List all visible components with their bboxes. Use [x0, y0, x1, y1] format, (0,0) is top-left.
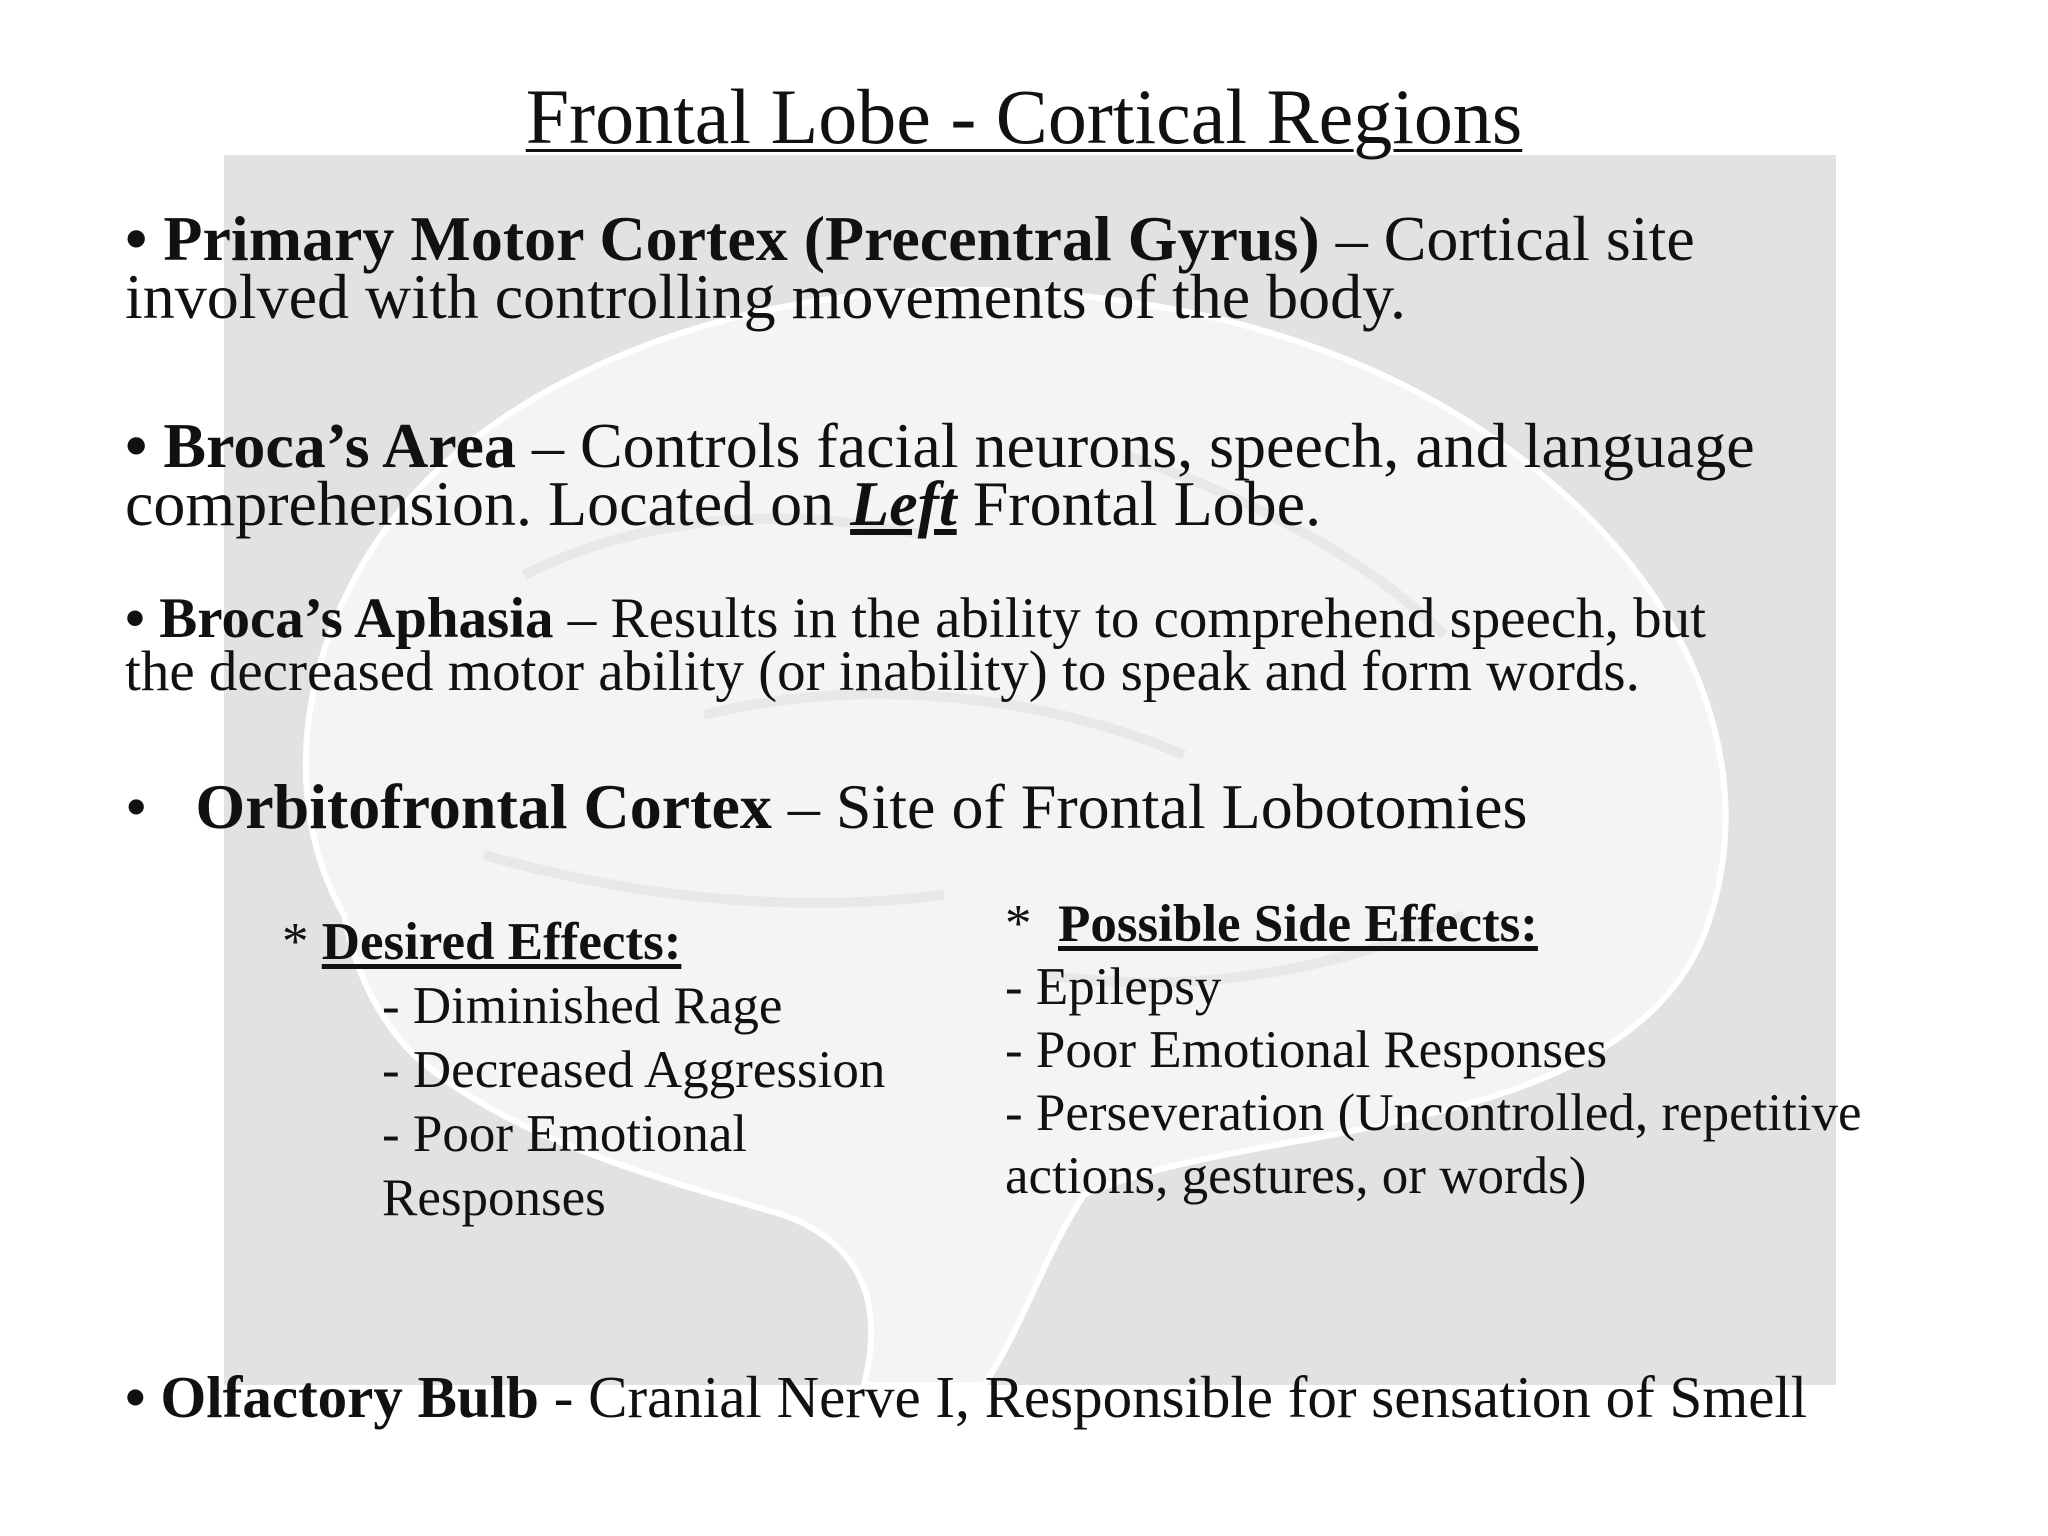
brocas-area-item — [125, 410, 1925, 539]
side-effects-heading-row — [1005, 893, 1862, 956]
list-item: - Diminished Rage — [382, 977, 783, 1035]
list-item: - Decreased Aggression — [382, 1041, 886, 1099]
list-item: - Poor Emotional Responses — [1005, 1021, 1608, 1079]
brocas-aphasia-item — [125, 587, 1925, 703]
olfactory-text: - Cranial Nerve I, Responsible for sensation of Smell — [538, 1364, 1808, 1430]
desired-effects-heading: Desired Effects: — [321, 913, 682, 971]
side-effects-list — [1005, 893, 1862, 1208]
primary-motor-cortex-item — [125, 203, 1925, 332]
list-item: - Epilepsy — [1005, 958, 1222, 1016]
broca-text-1: – Controls facial neurons, speech, and language — [515, 410, 1755, 481]
orbito-text: – Site of Frontal Lobotomies — [771, 771, 1528, 842]
broca-term: Broca’s Area — [163, 410, 516, 481]
bullet: • — [125, 771, 148, 842]
bullet: • — [125, 410, 148, 481]
bullet: • — [125, 1364, 146, 1430]
broca-text-2-post: Frontal Lobe. — [956, 468, 1322, 539]
list-item: - Poor Emotional — [382, 1105, 748, 1163]
side-effects-heading: Possible Side Effects: — [1058, 895, 1538, 953]
list-item: Responses — [382, 1169, 606, 1227]
desired-star: * — [282, 913, 322, 971]
orbito-term: Orbitofrontal Cortex — [195, 771, 772, 842]
aphasia-line-1 — [125, 587, 1925, 650]
broca-line-2 — [125, 468, 1925, 539]
olfactory-term: Olfactory Bulb — [160, 1364, 539, 1430]
page-title: Frontal Lobe - Cortical Regions — [525, 73, 1523, 160]
list-item: - Perseveration (Uncontrolled, repetitive — [1005, 1084, 1862, 1142]
olfactory-bulb-item — [125, 1364, 1925, 1430]
aphasia-term: Broca’s Aphasia — [159, 587, 554, 650]
desired-effects-list — [282, 910, 885, 1230]
motor-text-1: – Cortical site — [1319, 203, 1695, 274]
bullet: • — [125, 203, 148, 274]
bullet: • — [125, 587, 145, 650]
list-item: actions, gestures, or words) — [1005, 1147, 1587, 1205]
broca-line-1 — [125, 410, 1925, 481]
motor-term: Primary Motor Cortex (Precentral Gyrus) — [163, 203, 1320, 274]
orbitofrontal-cortex-item — [125, 771, 1925, 842]
broca-text-2-pre: comprehension. Located on — [125, 468, 851, 539]
aphasia-text-2: the decreased motor ability (or inability) to speak and form words. — [125, 640, 1640, 703]
motor-line-1 — [125, 203, 1925, 274]
broca-left-emphasis: Left — [850, 468, 957, 539]
desired-effects-heading-row — [282, 910, 885, 974]
side-star: * — [1005, 895, 1058, 953]
aphasia-text-1: – Results in the ability to comprehend speech, but — [553, 587, 1706, 650]
motor-text-2: involved with controlling movements of the body. — [125, 261, 1406, 332]
